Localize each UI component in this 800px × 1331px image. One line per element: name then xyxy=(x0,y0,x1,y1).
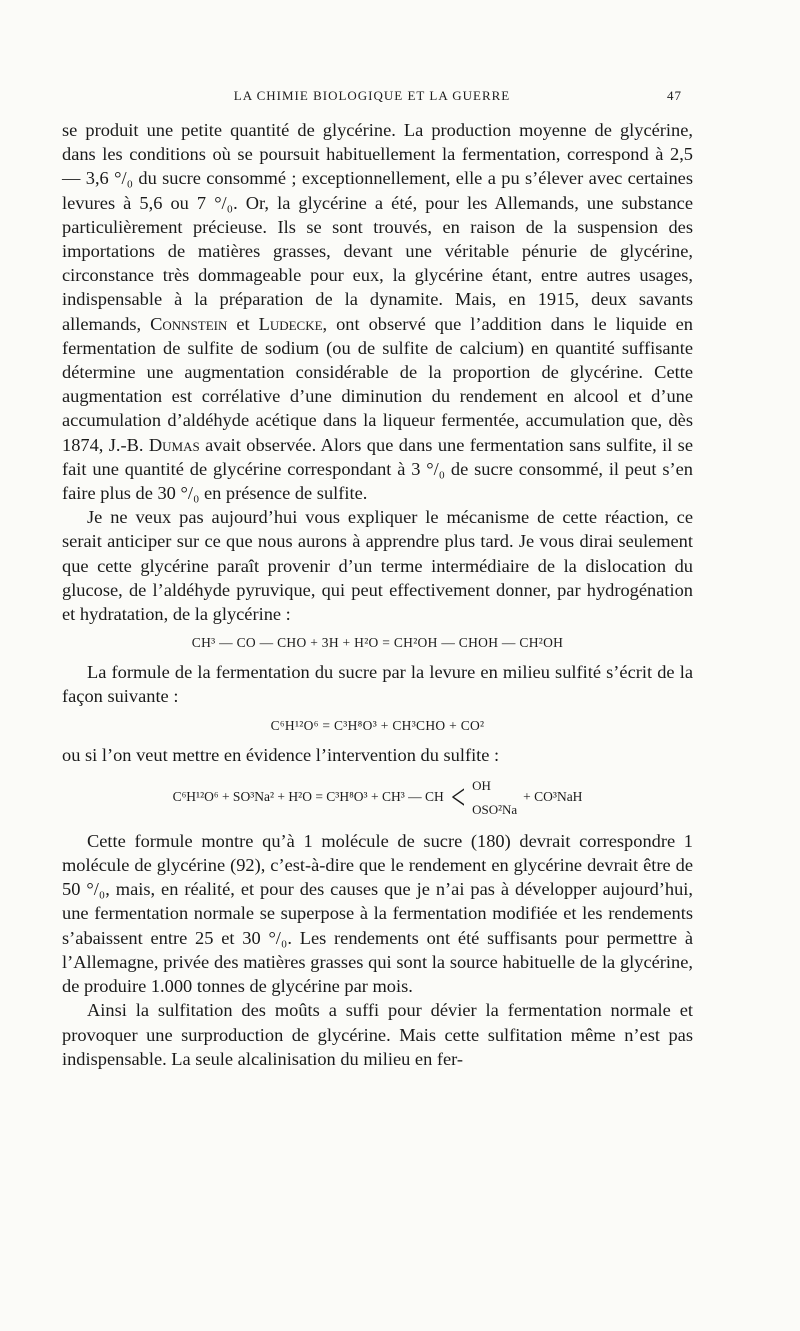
paragraph-6: Ainsi la sulfitation des moûts a suffi pour dévier la fermentation normale et provoquer une surproduction de glycérine. Mais cette sulfitation même n’est pas indispensable. La seule alcalinisation du milieu en fer- xyxy=(62,1000,693,1069)
paragraph-3: La formule de la fermentation du sucre par la levure en milieu sulfité s’écrit de la façon suivante : xyxy=(62,662,693,707)
formula-branch-top: OH xyxy=(472,777,491,793)
running-title: LA CHIMIE BIOLOGIQUE ET LA GUERRE xyxy=(233,88,511,103)
paragraph-1-text-c: , ont observé que l’addition dans le liquide en fermentation de sulfite de sodium (ou de sulfite de calcium) en quantité suffisante détermine une augmentation considérable de la proportion de glycérine. Cette augmentation est corrélative d’une diminution du rendement en alcool et d’une accumulation d’aldéhyde acétique dans la liqueur fermentée, accumulation que, dès 1874, J.-B. xyxy=(62,313,693,455)
paragraph-1-text-a: se produit une petite quantité de glycérine. La production moyenne de glycérine, dans les conditions où se poursuit habituellement la fermentation, correspond à 2,5 — 3,6 °/₀ du sucre consommé ; exceptionnellement, elle a pu s’élever avec certaines levures à 5,6 ou 7 °/₀. Or, la glycérine a été, pour les Allemands, une substance particulièrement précieuse. Ils se sont trouvés, en raison de la suspension des importations de matières grasses, devant une véritable pénurie de glycérine, circonstance très dommageable pour eux, la glycérine étant, entre autres usages, indispensable à la préparation de la dynamite. Mais, en 1915, deux savants allemands, xyxy=(62,120,693,334)
paragraph-1 xyxy=(62,118,693,505)
page-header xyxy=(62,88,682,108)
body-text xyxy=(62,118,693,1071)
paragraph-4: ou si l’on veut mettre en évidence l’intervention du sulfite : xyxy=(62,744,500,765)
formula-sulfite-left: C⁶H¹²O⁶ + SO³Na² + H²O = C³H⁸O³ + CH³ — CH xyxy=(172,788,444,804)
formula-sulfite-right: + CO³NaH xyxy=(523,788,583,804)
paragraph-1-text-d: avait observée. Alors que dans une fermentation sans sulfite, il se fait une quantité de glycérine correspondant à 3 °/₀ de sucre consommé, il peut s’en faire plus de 30 °/₀ en présence de sulfite. xyxy=(62,434,693,504)
paragraph-2: Je ne veux pas aujourd’hui vous expliquer le mécanisme de cette réaction, ce serait anticiper sur ce que nous aurons à apprendre plus tard. Je vous dirai seulement que cette glycérine paraît provenir d’un terme intermédiaire de la dislocation du glucose, de l’aldéhyde pyruvique, qui peut effectivement donner, par hydrogénation et hydratation, de la glycérine : xyxy=(62,507,693,625)
formula-fermentation: C⁶H¹²O⁶ = C³H⁸O³ + CH³CHO + CO² xyxy=(270,717,485,733)
page-number: 47 xyxy=(667,88,682,103)
formula-branch-bracket: < xyxy=(450,776,466,817)
formula-glycerine: CH³ — CO — CHO + 3H + H²O = CH²OH — CHOH — CH²OH xyxy=(191,635,564,651)
paragraph-5: Cette formule montre qu’à 1 molécule de sucre (180) devrait correspondre 1 molécule de glycérine (92), c’est-à-dire que le rendement en glycérine devrait être de 50 °/₀, mais, en réalité, et pour des causes que je n’ai pas à développer aujourd’hui, une fermentation normale se superpose à la fermentation modifiée et les rendements s’abaissent entre 25 et 30 °/₀. Les rendements ont été suffisants pour permettre à l’Allemagne, privée des matières grasses qui sont la source habituelle de la glycérine, de produire 1.000 tonnes de glycérine par mois. xyxy=(62,830,693,997)
formula-branch xyxy=(472,774,517,820)
formula-branch-bottom: OSO²Na xyxy=(472,802,518,818)
author-name-dumas: Dumas xyxy=(148,434,200,455)
formula-sulfite xyxy=(62,769,693,825)
paragraph-1-text-b: et xyxy=(227,313,259,334)
author-name-connstein: Connstein xyxy=(150,313,228,334)
author-name-ludecke: Ludecke xyxy=(258,313,323,334)
